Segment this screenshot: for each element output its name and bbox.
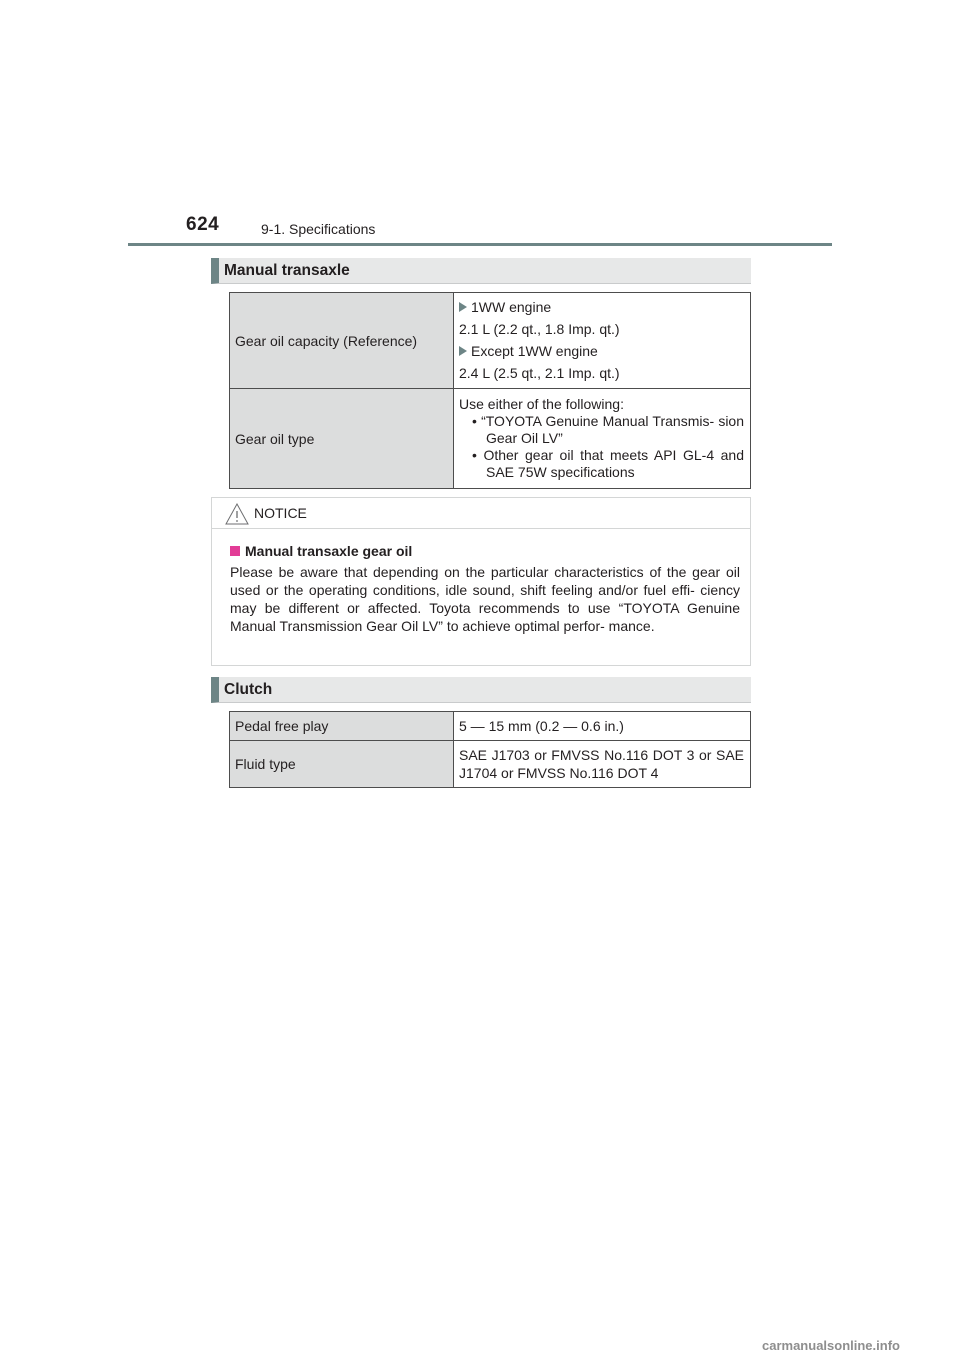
table-row	[230, 293, 751, 389]
arrow-right-icon	[459, 346, 467, 356]
pedal-free-play-value: 5 — 15 mm (0.2 — 0.6 in.)	[454, 712, 751, 741]
clutch-table	[229, 711, 751, 788]
capacity-line	[459, 298, 744, 317]
manual-transaxle-title: Manual transaxle	[224, 262, 350, 279]
gear-oil-type-intro: Use either of the following:	[459, 396, 624, 412]
gear-oil-type-bullet: • “TOYOTA Genuine Manual Transmis- sion Gear Oil LV”	[472, 413, 744, 446]
gear-oil-capacity-value	[454, 293, 751, 389]
capacity-line: 2.4 L (2.5 qt., 2.1 Imp. qt.)	[459, 365, 620, 381]
fluid-type-value: SAE J1703 or FMVSS No.116 DOT 3 or SAE J1704 or FMVSS No.116 DOT 4	[454, 741, 751, 788]
arrow-right-icon	[459, 302, 467, 312]
gear-oil-type-value	[454, 389, 751, 489]
notice-box	[211, 497, 751, 666]
notice-title-row	[230, 542, 740, 560]
clutch-title: Clutch	[224, 681, 273, 698]
capacity-line: 2.1 L (2.2 qt., 1.8 Imp. qt.)	[459, 321, 620, 337]
warning-triangle-icon	[225, 503, 249, 525]
pedal-free-play-label: Pedal free play	[230, 712, 454, 741]
notice-title: Manual transaxle gear oil	[245, 543, 413, 559]
page-number: 624	[186, 214, 220, 235]
square-bullet-icon	[230, 546, 240, 556]
gear-oil-type-bullet: • Other gear oil that meets API GL-4 and SAE 75W specifications	[472, 447, 744, 480]
capacity-line	[459, 342, 744, 361]
watermark: carmanualsonline.info	[762, 1338, 900, 1353]
gear-oil-type-label: Gear oil type	[230, 389, 454, 489]
notice-text: Please be aware that depending on the particular characteristics of the gear oil used or the operating conditions, idle sound, shift feeling and/or fuel effi- ciency may be different or affected. Toyota recommends to use “TOYOTA Genuine Manual Transmission Gear Oil LV” to achieve optimal perfor- mance.	[230, 564, 740, 634]
notice-header	[212, 498, 750, 529]
notice-heading: NOTICE	[254, 505, 307, 521]
fluid-type-label: Fluid type	[230, 741, 454, 788]
section-title: 9-1. Specifications	[261, 221, 376, 237]
manual-transaxle-heading	[211, 258, 751, 284]
capacity-line-text: 1WW engine	[471, 299, 552, 315]
capacity-line-text: Except 1WW engine	[471, 343, 598, 359]
gear-oil-capacity-label: Gear oil capacity (Reference)	[230, 293, 454, 389]
table-row	[230, 741, 751, 788]
table-row	[230, 389, 751, 489]
notice-body	[212, 529, 750, 635]
header-rule	[128, 243, 832, 246]
table-row	[230, 712, 751, 741]
clutch-heading	[211, 677, 751, 703]
manual-transaxle-table	[229, 292, 751, 489]
